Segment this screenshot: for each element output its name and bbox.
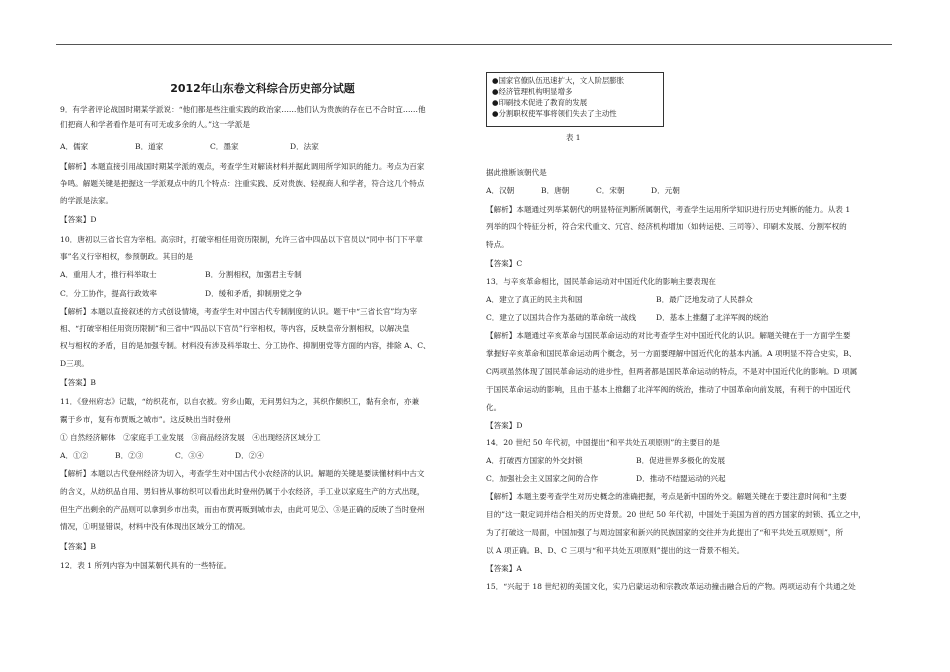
- q9-analysis-1: 【解析】本题直接引用战国时期某学派的观点，考查学生对解读材料并据此调用所学知识的能力。考点为百家: [60, 162, 425, 171]
- table-1-box: [486, 72, 664, 127]
- q10-analysis-1: 【解析】本题以直接叙述的方式创设情境，考查学生对中国古代专制制度的认识。题干中“三省长官”均为宰: [60, 307, 418, 316]
- q12-stem-2: 据此推断该朝代是: [486, 168, 547, 177]
- q11-analysis-1: 【解析】本题以古代登州经济为切入，考查学生对中国古代小农经济的认识。解题的关键是要读懂材料中古文: [60, 469, 425, 478]
- table-1-item: ●经济管理机构明显增多: [492, 87, 573, 96]
- q12-analysis-3: 特点。: [486, 240, 509, 249]
- q9-option-c: C．墨家: [210, 142, 239, 151]
- q14-options-row1: [486, 455, 725, 466]
- q10-analysis-4: D三项。: [60, 359, 89, 368]
- q11-stem-2: 鬻于乡市，复有布贾贩之城市”。这反映出当时登州: [60, 415, 231, 424]
- q13-option-d: D．基本上推翻了北洋军阀的统治: [656, 313, 769, 322]
- q9-answer: 【答案】D: [60, 215, 97, 224]
- q10-option-b: B．分割相权，加强君主专制: [205, 270, 302, 279]
- q12-analysis-1: 【解析】本题通过列举某朝代的明显特征判断所属朝代，考查学生运用所学知识进行历史判断的能力。从表 1: [486, 205, 851, 214]
- top-rule: [56, 44, 892, 45]
- table-1-item: ●国家官僚队伍迅速扩大，文人阶层膨胀: [492, 76, 625, 85]
- q10-answer: 【答案】B: [60, 378, 96, 387]
- q14-option-d: D．推动不结盟运动的兴起: [636, 474, 726, 483]
- q9-stem-1: 9．有学者评论战国时期某学派说：“他们都是些注重实践的政治家……他们认为贵族的存在已不合时宜……他: [60, 105, 426, 114]
- q11-option-c: C．③④: [175, 451, 204, 460]
- q14-option-a: A．打破西方国家的外交封锁: [486, 456, 583, 465]
- q13-answer: 【答案】D: [486, 421, 523, 430]
- q10-analysis-3: 权与相权的矛盾，目的是加强专制。材料没有涉及科举取士、分工协作、抑制朋党等方面的内容，排除 A、C、: [60, 341, 431, 350]
- q14-option-c: C．加强社会主义国家之间的合作: [486, 474, 599, 483]
- q14-answer: 【答案】A: [486, 564, 522, 573]
- q10-options-row2: [60, 288, 302, 299]
- q10-options-row1: [60, 269, 302, 280]
- q11-analysis-4: 情况，①明显错误，材料中没有体现出区域分工的情况。: [60, 522, 250, 531]
- q10-option-a: A．重用人才，推行科举取士: [60, 270, 157, 279]
- table-1-item: ●印刷技术促进了教育的发展: [492, 98, 588, 107]
- q11-options: [60, 450, 264, 461]
- q10-stem-1: 10．唐初以三省长官为宰相。高宗时，打破宰相任用资历限制，允许三省中四品以下官员以“同中书门下平章: [60, 235, 423, 244]
- q12-option-b: B．唐朝: [541, 186, 570, 195]
- q11-option-b: B．②③: [115, 451, 144, 460]
- q14-option-b: B．促进世界多极化的发展: [636, 456, 726, 465]
- q12-analysis-2: 列举的四个特征分析，符合宋代重文、冗官、经济机构增加（如转运使、三司等）、印刷术发展、分割军权的: [486, 222, 847, 231]
- q9-option-b: B．道家: [135, 142, 164, 151]
- q13-analysis-5: 化。: [486, 403, 502, 412]
- q9-option-a: A．儒家: [60, 142, 89, 151]
- table-1-caption: 表 1: [566, 133, 581, 142]
- q14-options-row2: [486, 473, 726, 484]
- q11-option-d: D．②④: [235, 451, 264, 460]
- q9-option-d: D．法家: [290, 142, 319, 151]
- q11-stem-1: 11．《登州府志》记载，“纺织花布，以自衣被。穷乡山陬，无问男妇为之，其织作颇织工，黏有余布，亦兼: [60, 397, 420, 406]
- q12-option-a: A．汉朝: [486, 186, 515, 195]
- q14-analysis-3: 为了打破这一局面，中国加强了与周边国家和新兴的民族国家的交往并为此提出了“和平共处五项原则”，所: [486, 528, 844, 537]
- q9-analysis-3: 的学派是法家。: [60, 196, 114, 205]
- q11-answer: 【答案】B: [60, 542, 96, 551]
- q13-analysis-3: C两项虽然体现了国民革命运动的进步性，但两者都是国民革命运动的特点，不是对中国近代化的影响。D 项属: [486, 367, 858, 376]
- q13-options-row2: [486, 312, 768, 323]
- q13-options-row1: [486, 294, 753, 305]
- q10-analysis-2: 相、“打破宰相任用资历限制”和三省中“四品以下官员”行宰相权，等内容，反映皇帝分割相权，以解决皇: [60, 324, 410, 333]
- q12-option-d: D．元朝: [651, 186, 680, 195]
- q14-analysis-1: 【解析】本题主要考查学生对历史概念的准确把握，考点是新中国的外交。解题关键在于要注意时间和“主要: [486, 492, 847, 501]
- q11-analysis-2: 的含义，从纺织品自用、男妇皆从事纺织可以看出此时登州仍属于小农经济，手工业以家庭生产的方式出现，: [60, 487, 425, 496]
- q10-option-c: C．分工协作，提高行政效率: [60, 289, 157, 298]
- q9-stem-2: 们把商人和学者看作是可有可无或多余的人。”这一学派是: [60, 120, 250, 129]
- q13-option-c: C．建立了以国共合作为基础的革命统一战线: [486, 313, 637, 322]
- table-1-item: ●分割职权使军事将领们失去了主动性: [492, 109, 617, 118]
- q10-stem-2: 事”名义行宰相权，参预朝政。其目的是: [60, 252, 193, 261]
- q12-stem-1: 12．表 1 所列内容为中国某朝代具有的一些特征。: [60, 561, 232, 570]
- q14-stem-1: 14．20 世纪 50 年代初，中国提出“和平共处五项原则”的主要目的是: [486, 438, 720, 447]
- q9-analysis-2: 争鸣。解题关键是把握这一学派观点中的几个特点：注重实践、反对贵族、轻视商人和学者，符合这几个特点: [60, 179, 425, 188]
- q13-analysis-2: 掌握好辛亥革命和国民革命运动两个概念，另一方面要理解中国近代化的基本内涵。A 项明显不符合史实，B、: [486, 349, 857, 358]
- page-title: 2012年山东卷文科综合历史部分试题: [170, 82, 355, 95]
- q12-option-c: C．宋朝: [596, 186, 625, 195]
- q13-option-a: A．建立了真正的民主共和国: [486, 295, 583, 304]
- q12-options: [486, 185, 680, 196]
- q11-option-a: A．①②: [60, 451, 89, 460]
- q12-answer: 【答案】C: [486, 259, 523, 268]
- q14-analysis-2: 目的”这一限定词并结合相关的历史背景。20 世纪 50 年代初，中国处于美国为首的西方国家的封锁、孤立之中，: [486, 510, 866, 519]
- q11-choices: ① 自然经济解体 ②家庭手工业发展 ③商品经济发展 ④出现经济区域分工: [60, 433, 321, 442]
- q13-analysis-4: 于国民革命运动的影响，且由于基本上推翻了北洋军阀的统治，推动了中国革命向前发展，有利于的中国近代: [486, 385, 851, 394]
- q13-analysis-1: 【解析】本题通过辛亥革命与国民革命运动的对比考查学生对中国近代化的认识。解题关键在于一方面学生要: [486, 331, 851, 340]
- q15-stem-1: 15．“兴起于 18 世纪初的美国文化，实乃启蒙运动和宗教改革运动撞击融合后的产物。两项运动有个共通之处: [486, 582, 856, 591]
- q14-analysis-4: 以 A 项正确。B、D、C 三项与“和平共处五项原则”提出的这一背景不相关。: [486, 546, 745, 555]
- q9-options: [60, 141, 365, 152]
- q11-analysis-3: 但生产出剩余的产品则可以拿到乡市出卖，而由布贾再贩到城市去，由此可见②、③是正确的反映了当时登州: [60, 505, 425, 514]
- q10-option-d: D．缓和矛盾，抑制朋党之争: [205, 289, 303, 298]
- q13-option-b: B．最广泛地发动了人民群众: [656, 295, 753, 304]
- q13-stem-1: 13．与辛亥革命相比，国民革命运动对中国近代化的影响主要表现在: [486, 277, 716, 286]
